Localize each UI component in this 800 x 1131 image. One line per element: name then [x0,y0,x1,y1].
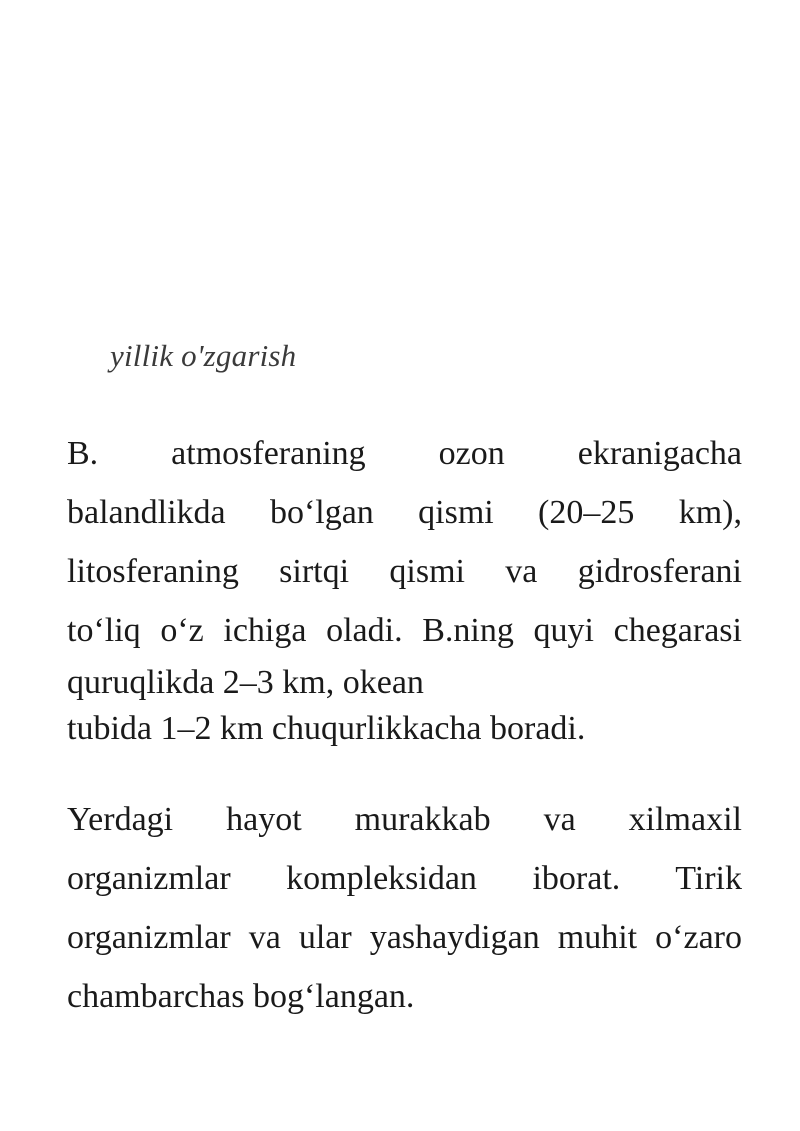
paragraph-life [67,790,742,1026]
figure-caption: yillik o'zgarish [110,338,297,373]
paragraph-line: tubida 1–2 km chuqurlikkacha boradi. [67,710,586,747]
paragraph-line: Yerdagi hayot murakkab va xilmaxil [67,801,742,838]
paragraph-biosphere [67,424,742,752]
paragraph-line: toʻliq oʻz ichiga oladi. B.ning quyi chegarasi [67,612,742,649]
paragraph-line: organizmlar kompleksidan iborat. Tirik [67,860,742,897]
paragraph-line: B. atmosferaning ozon ekranigacha [67,435,742,472]
paragraph-line: quruqlikda 2–3 km, okean [67,664,424,701]
paragraph-line: organizmlar va ular yashaydigan muhit oʻzaro [67,919,742,956]
paragraph-line: litosferaning sirtqi qismi va gidrosferani [67,553,742,590]
paragraph-line: chambarchas bogʻlangan. [67,978,415,1015]
paragraph-line: balandlikda boʻlgan qismi (20–25 km), [67,494,742,531]
